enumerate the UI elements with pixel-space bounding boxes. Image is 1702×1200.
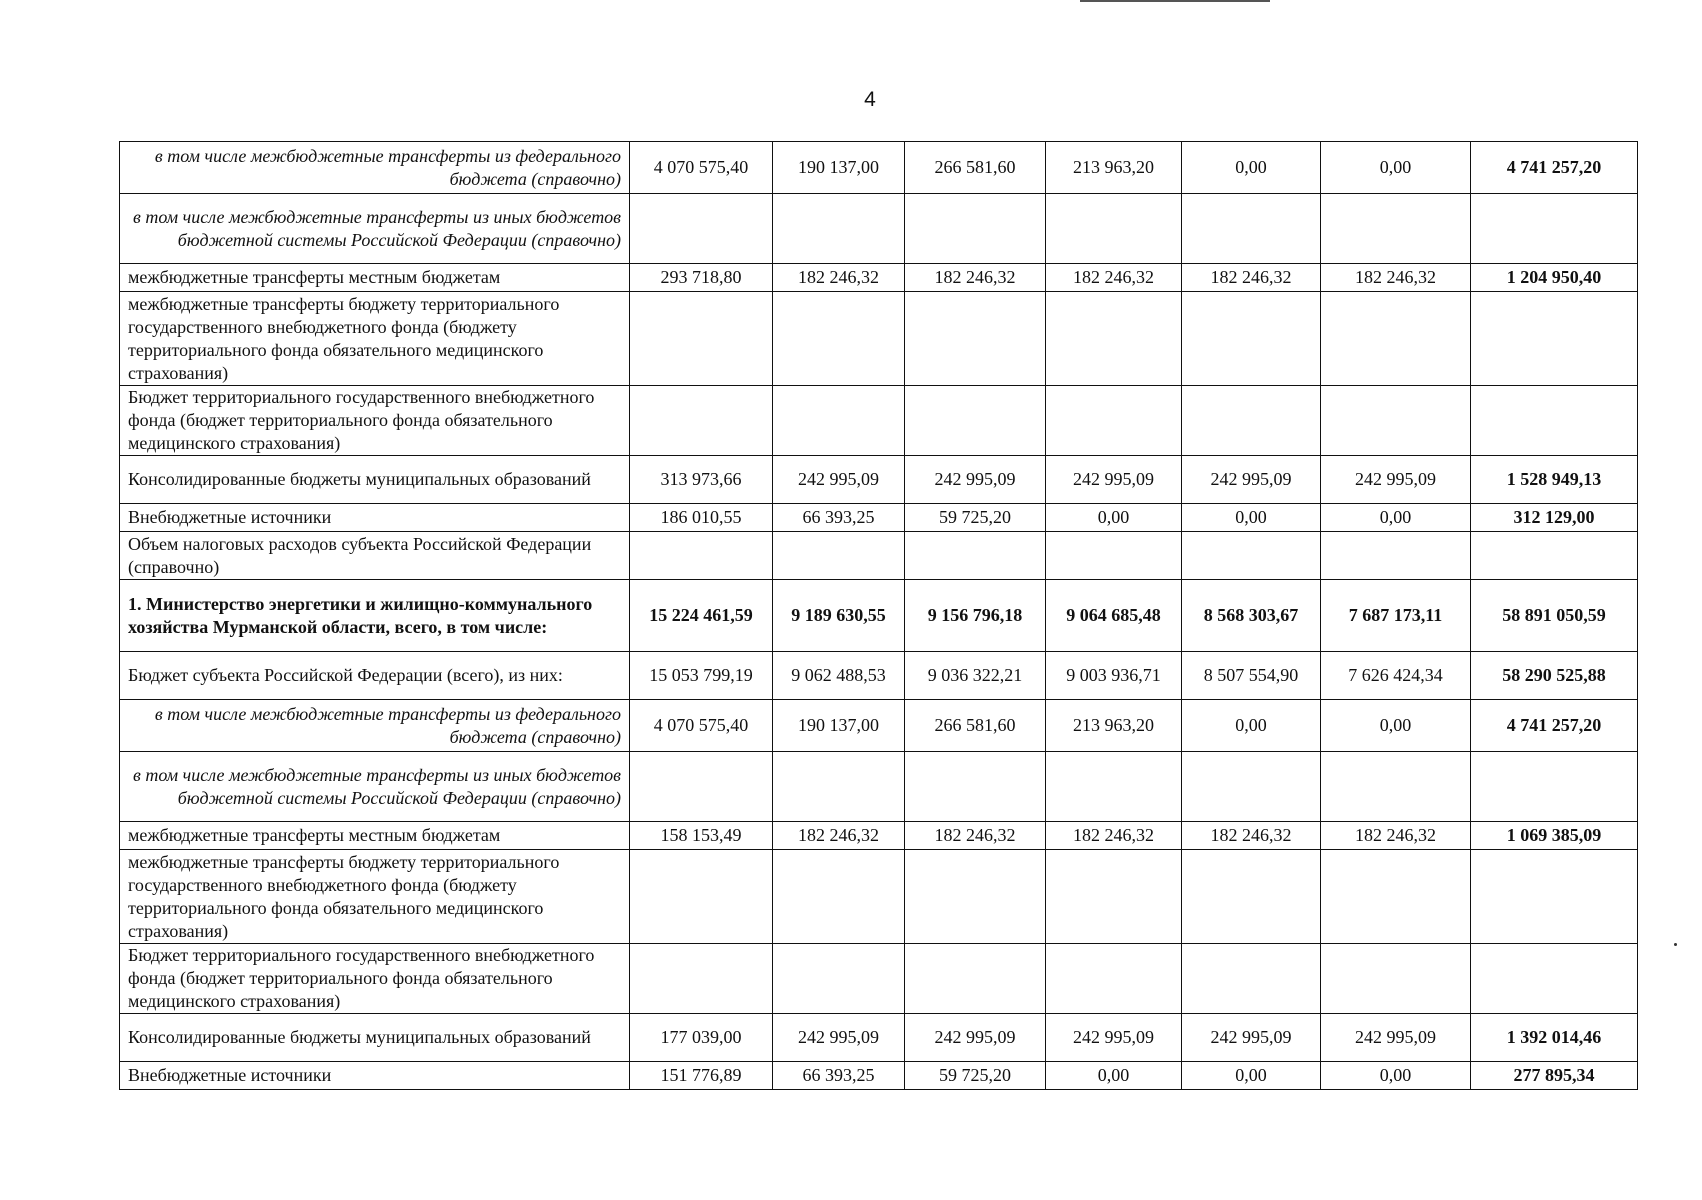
value-cell: 0,00 (1182, 504, 1321, 532)
row-label: Консолидированные бюджеты муниципальных образований (120, 456, 630, 504)
value-cell: 9 189 630,55 (773, 580, 905, 652)
value-cell (1182, 850, 1321, 944)
table-row (120, 142, 1638, 194)
row-label: Бюджет субъекта Российской Федерации (всего), из них: (120, 652, 630, 700)
total-cell (1471, 194, 1638, 264)
total-cell: 277 895,34 (1471, 1062, 1638, 1090)
value-cell: 0,00 (1182, 1062, 1321, 1090)
value-cell (1321, 194, 1471, 264)
row-label: межбюджетные трансферты бюджету территориального государственного внебюджетного фонда (бюджету территориального фонда обязательного медицинского страхования) (120, 292, 630, 386)
value-cell: 9 064 685,48 (1046, 580, 1182, 652)
total-cell: 1 069 385,09 (1471, 822, 1638, 850)
value-cell: 7 687 173,11 (1321, 580, 1471, 652)
value-cell: 242 995,09 (905, 1014, 1046, 1062)
budget-table (119, 141, 1638, 1090)
value-cell (630, 194, 773, 264)
value-cell (630, 752, 773, 822)
table-row (120, 752, 1638, 822)
table-row (120, 652, 1638, 700)
value-cell (1182, 194, 1321, 264)
value-cell: 9 003 936,71 (1046, 652, 1182, 700)
value-cell: 0,00 (1046, 1062, 1182, 1090)
row-label: Бюджет территориального государственного внебюджетного фонда (бюджет территориального фонда обязательного медицинского страхования) (120, 944, 630, 1014)
value-cell: 59 725,20 (905, 1062, 1046, 1090)
value-cell: 190 137,00 (773, 700, 905, 752)
value-cell: 242 995,09 (773, 1014, 905, 1062)
table-row (120, 264, 1638, 292)
value-cell: 266 581,60 (905, 700, 1046, 752)
top-rule (1080, 0, 1270, 2)
value-cell: 0,00 (1182, 142, 1321, 194)
value-cell (905, 532, 1046, 580)
value-cell: 242 995,09 (1182, 456, 1321, 504)
value-cell: 190 137,00 (773, 142, 905, 194)
value-cell: 15 053 799,19 (630, 652, 773, 700)
table-row (120, 580, 1638, 652)
value-cell: 0,00 (1321, 700, 1471, 752)
table-row (120, 944, 1638, 1014)
table-row (120, 532, 1638, 580)
value-cell: 242 995,09 (773, 456, 905, 504)
value-cell (1182, 386, 1321, 456)
value-cell (905, 194, 1046, 264)
value-cell (905, 292, 1046, 386)
value-cell: 7 626 424,34 (1321, 652, 1471, 700)
value-cell: 182 246,32 (773, 264, 905, 292)
value-cell: 182 246,32 (905, 264, 1046, 292)
value-cell (1046, 944, 1182, 1014)
value-cell: 0,00 (1321, 1062, 1471, 1090)
value-cell (630, 386, 773, 456)
total-cell (1471, 292, 1638, 386)
value-cell: 0,00 (1321, 142, 1471, 194)
value-cell (1046, 532, 1182, 580)
value-cell (773, 944, 905, 1014)
value-cell (905, 850, 1046, 944)
value-cell (773, 292, 905, 386)
value-cell (630, 850, 773, 944)
value-cell (1321, 292, 1471, 386)
value-cell: 182 246,32 (1046, 264, 1182, 292)
value-cell (1321, 532, 1471, 580)
table-row (120, 456, 1638, 504)
row-label: в том числе межбюджетные трансферты из федерального бюджета (справочно) (120, 700, 630, 752)
value-cell (630, 944, 773, 1014)
value-cell (773, 850, 905, 944)
table-row (120, 700, 1638, 752)
value-cell: 242 995,09 (1182, 1014, 1321, 1062)
total-cell: 4 741 257,20 (1471, 142, 1638, 194)
total-cell: 312 129,00 (1471, 504, 1638, 532)
row-label: 1. Министерство энергетики и жилищно-коммунального хозяйства Мурманской области, всего, в том числе: (120, 580, 630, 652)
row-label: Объем налоговых расходов субъекта Российской Федерации (справочно) (120, 532, 630, 580)
value-cell: 266 581,60 (905, 142, 1046, 194)
total-cell (1471, 850, 1638, 944)
value-cell (773, 532, 905, 580)
value-cell: 242 995,09 (1321, 456, 1471, 504)
total-cell (1471, 532, 1638, 580)
value-cell (630, 532, 773, 580)
value-cell: 15 224 461,59 (630, 580, 773, 652)
value-cell: 182 246,32 (1321, 264, 1471, 292)
row-label: в том числе межбюджетные трансферты из иных бюджетов бюджетной системы Российской Федерации (справочно) (120, 752, 630, 822)
value-cell: 8 507 554,90 (1182, 652, 1321, 700)
value-cell: 151 776,89 (630, 1062, 773, 1090)
value-cell: 0,00 (1046, 504, 1182, 532)
value-cell: 242 995,09 (1046, 1014, 1182, 1062)
value-cell (1046, 386, 1182, 456)
value-cell (1046, 752, 1182, 822)
total-cell (1471, 752, 1638, 822)
row-label: Консолидированные бюджеты муниципальных образований (120, 1014, 630, 1062)
value-cell: 0,00 (1321, 504, 1471, 532)
value-cell (1182, 944, 1321, 1014)
value-cell: 182 246,32 (1182, 264, 1321, 292)
value-cell (1046, 194, 1182, 264)
value-cell (1321, 752, 1471, 822)
value-cell (1321, 850, 1471, 944)
total-cell: 1 392 014,46 (1471, 1014, 1638, 1062)
value-cell: 242 995,09 (905, 456, 1046, 504)
value-cell: 66 393,25 (773, 1062, 905, 1090)
value-cell (905, 944, 1046, 1014)
value-cell: 182 246,32 (773, 822, 905, 850)
value-cell: 0,00 (1182, 700, 1321, 752)
value-cell (630, 292, 773, 386)
total-cell (1471, 944, 1638, 1014)
value-cell: 66 393,25 (773, 504, 905, 532)
table-row (120, 292, 1638, 386)
table-row (120, 194, 1638, 264)
value-cell: 182 246,32 (1046, 822, 1182, 850)
row-label: Бюджет территориального государственного внебюджетного фонда (бюджет территориального фонда обязательного медицинского страхования) (120, 386, 630, 456)
value-cell: 182 246,32 (905, 822, 1046, 850)
value-cell (1046, 850, 1182, 944)
value-cell (773, 194, 905, 264)
row-label: межбюджетные трансферты бюджету территориального государственного внебюджетного фонда (бюджету территориального фонда обязательного медицинского страхования) (120, 850, 630, 944)
value-cell: 242 995,09 (1046, 456, 1182, 504)
table-row (120, 822, 1638, 850)
value-cell: 9 156 796,18 (905, 580, 1046, 652)
value-cell (905, 386, 1046, 456)
scan-speck (1674, 943, 1677, 946)
total-cell: 58 891 050,59 (1471, 580, 1638, 652)
table-row (120, 1014, 1638, 1062)
value-cell (1182, 532, 1321, 580)
table-row (120, 386, 1638, 456)
row-label: Внебюджетные источники (120, 1062, 630, 1090)
table-row (120, 504, 1638, 532)
value-cell: 313 973,66 (630, 456, 773, 504)
row-label: Внебюджетные источники (120, 504, 630, 532)
table-body (120, 142, 1638, 1090)
value-cell: 9 036 322,21 (905, 652, 1046, 700)
value-cell (1182, 292, 1321, 386)
value-cell (1321, 944, 1471, 1014)
value-cell (1182, 752, 1321, 822)
value-cell (1321, 386, 1471, 456)
total-cell: 58 290 525,88 (1471, 652, 1638, 700)
value-cell: 293 718,80 (630, 264, 773, 292)
total-cell: 4 741 257,20 (1471, 700, 1638, 752)
value-cell: 4 070 575,40 (630, 700, 773, 752)
value-cell: 186 010,55 (630, 504, 773, 532)
value-cell: 8 568 303,67 (1182, 580, 1321, 652)
value-cell: 182 246,32 (1321, 822, 1471, 850)
value-cell: 4 070 575,40 (630, 142, 773, 194)
value-cell (1046, 292, 1182, 386)
row-label: межбюджетные трансферты местным бюджетам (120, 822, 630, 850)
table-row (120, 1062, 1638, 1090)
value-cell (905, 752, 1046, 822)
row-label: в том числе межбюджетные трансферты из иных бюджетов бюджетной системы Российской Федерации (справочно) (120, 194, 630, 264)
value-cell: 9 062 488,53 (773, 652, 905, 700)
total-cell: 1 204 950,40 (1471, 264, 1638, 292)
value-cell: 59 725,20 (905, 504, 1046, 532)
page-number: 4 (864, 88, 876, 111)
value-cell: 242 995,09 (1321, 1014, 1471, 1062)
value-cell: 213 963,20 (1046, 142, 1182, 194)
row-label: межбюджетные трансферты местным бюджетам (120, 264, 630, 292)
table-row (120, 850, 1638, 944)
total-cell: 1 528 949,13 (1471, 456, 1638, 504)
total-cell (1471, 386, 1638, 456)
value-cell: 213 963,20 (1046, 700, 1182, 752)
row-label: в том числе межбюджетные трансферты из федерального бюджета (справочно) (120, 142, 630, 194)
value-cell: 158 153,49 (630, 822, 773, 850)
value-cell: 182 246,32 (1182, 822, 1321, 850)
value-cell: 177 039,00 (630, 1014, 773, 1062)
value-cell (773, 386, 905, 456)
value-cell (773, 752, 905, 822)
